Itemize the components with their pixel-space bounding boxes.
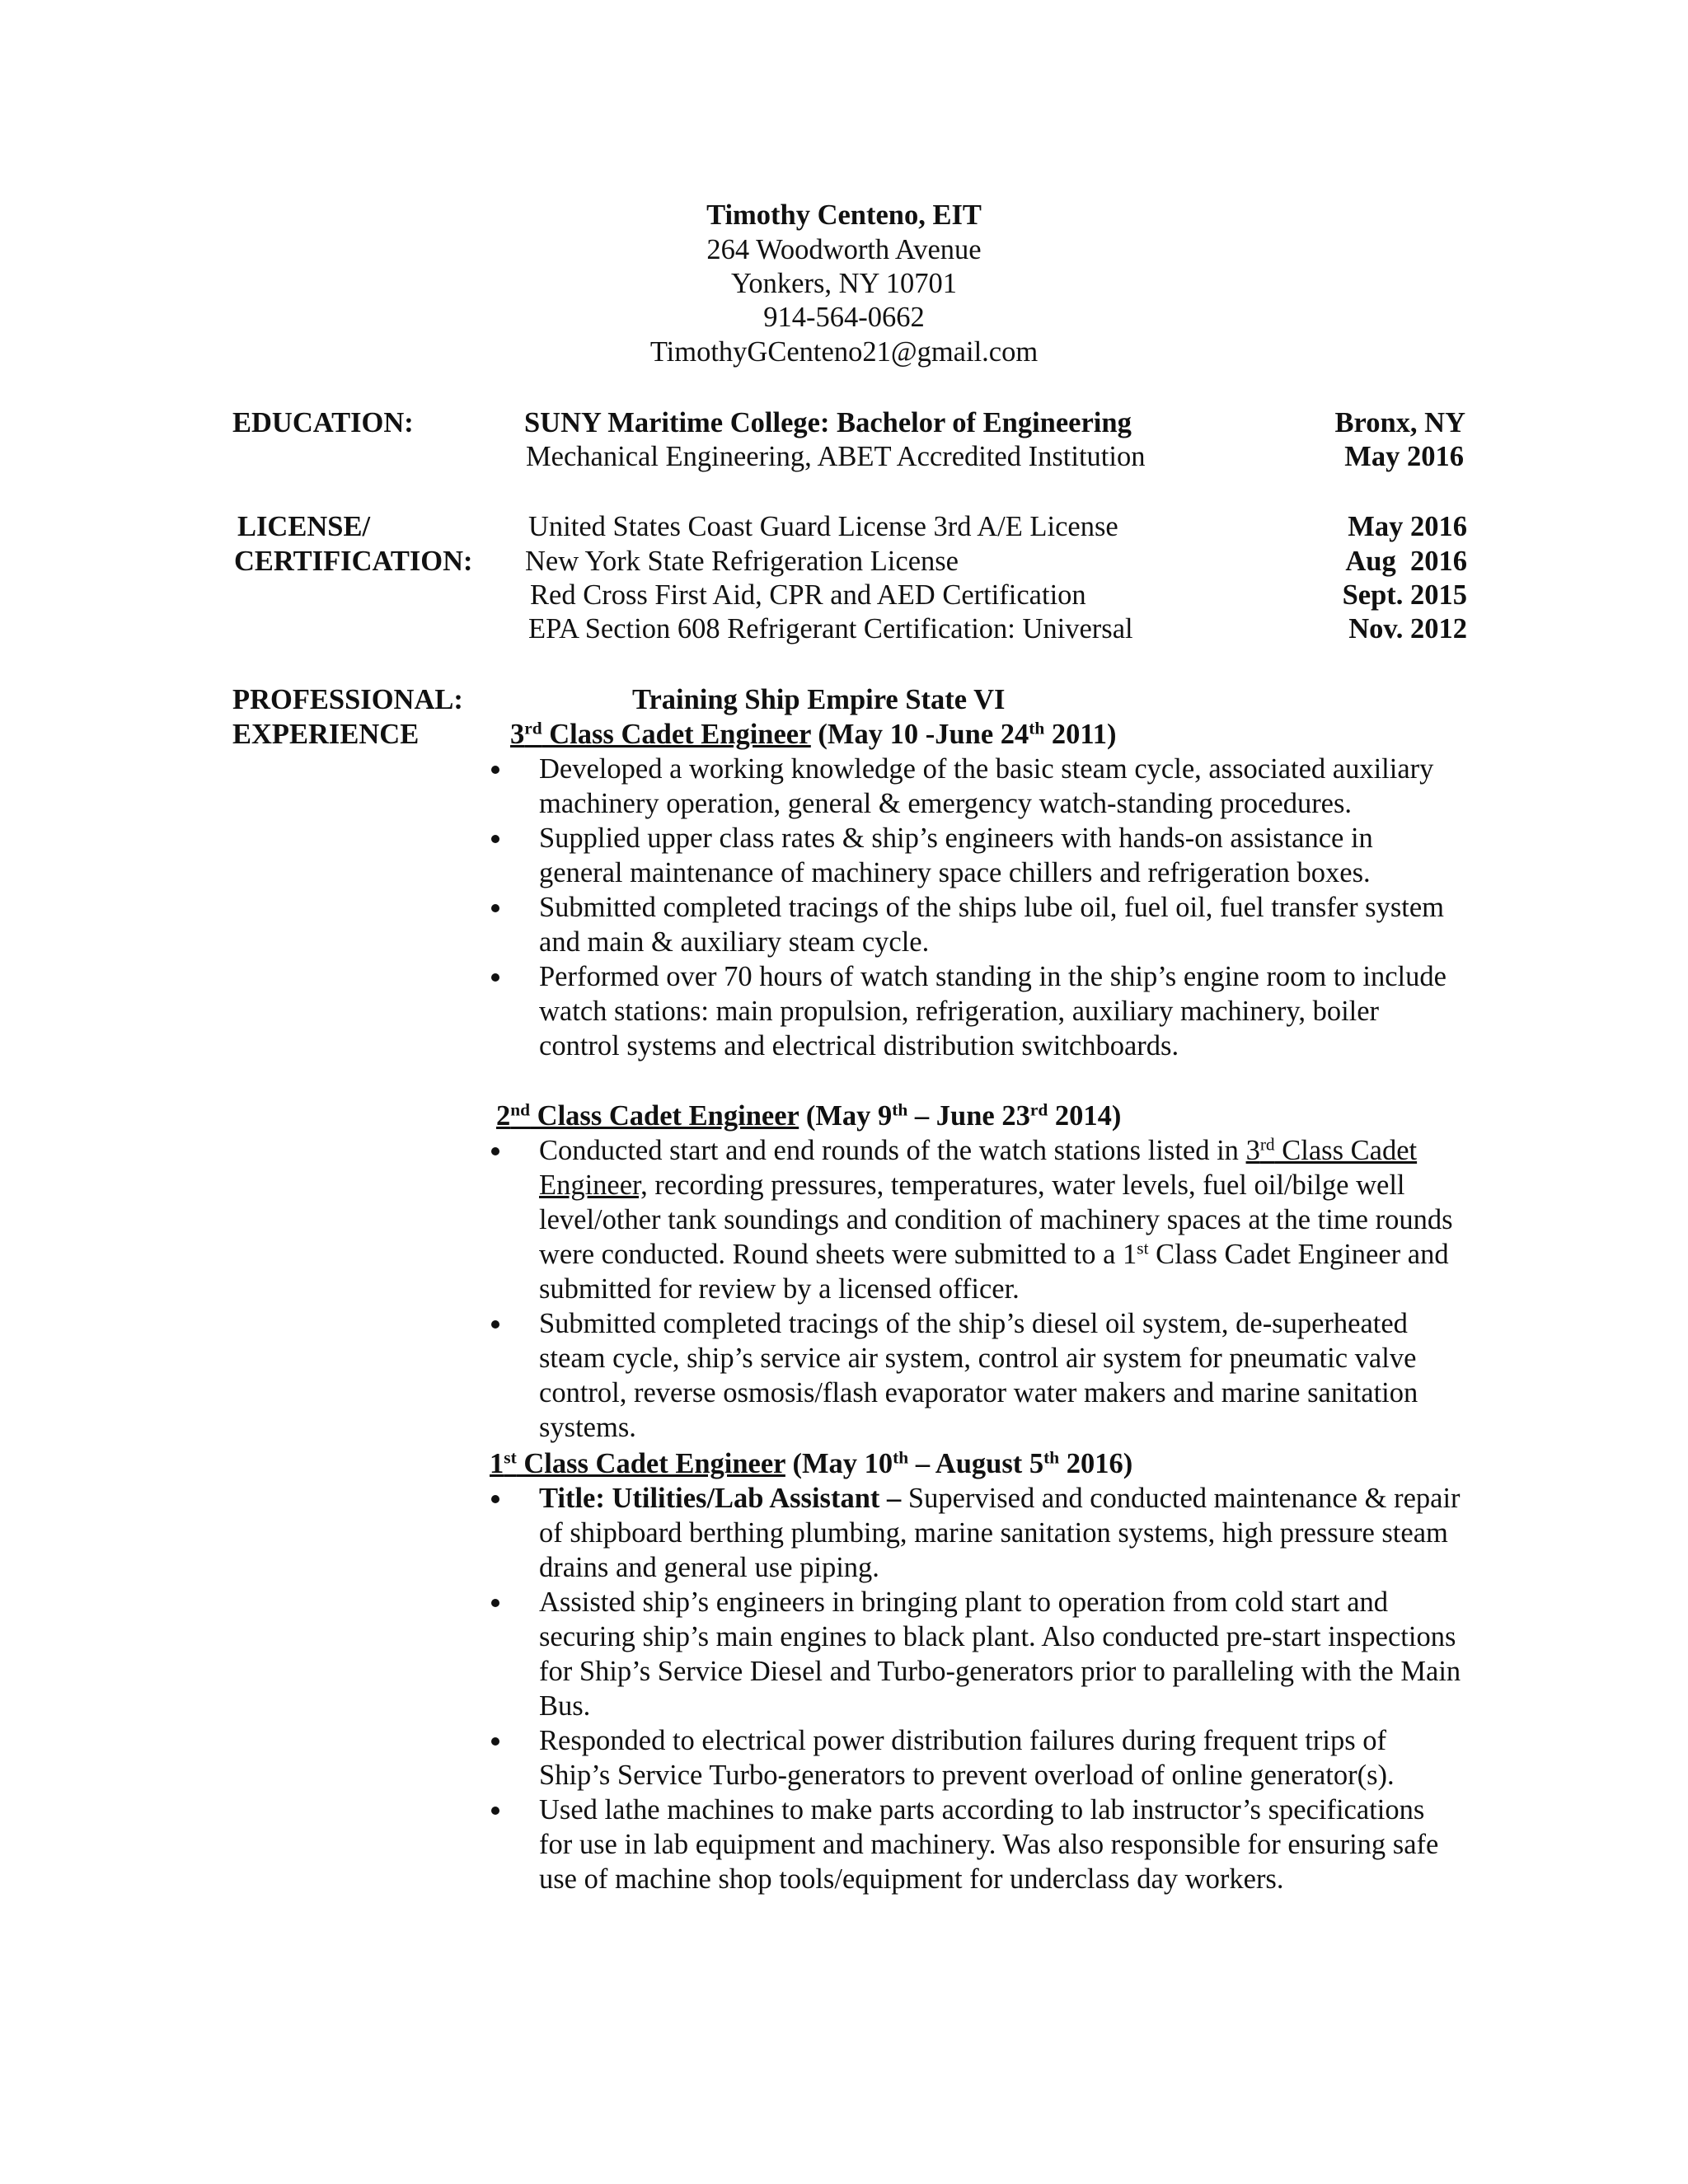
bullet-icon: [491, 904, 499, 912]
address-line-1: 264 Woodworth Avenue: [706, 234, 982, 265]
license-item-2: New York State Refrigeration License: [525, 546, 959, 577]
role-heading-2nd-class: 2nd Class Cadet Engineer (May 9th – June 23rd 2014): [496, 1099, 1122, 1132]
bullet-list-3rd-class: [488, 752, 1502, 1063]
list-item: Title: Utilities/Lab Assistant – Supervised and conducted maintenance & repair of shipboard berthing plumbing, marine sanitation systems, high pressure steam drains and general use piping.: [488, 1481, 1502, 1585]
license-label: LICENSE/: [237, 511, 371, 542]
license-item-2-date: Aug 2016: [1345, 546, 1467, 577]
license-item-3-date: Sept. 2015: [1342, 579, 1467, 611]
list-item: Submitted completed tracings of the ship’s diesel oil system, de-superheated steam cycle, ship’s service air system, control air system for pneumatic valve control, reverse osmosis/flash evaporator water makers and marine sanitation systems.: [488, 1306, 1502, 1445]
license-item-1-date: May 2016: [1348, 511, 1467, 542]
list-item: Performed over 70 hours of watch standing in the ship’s engine room to include watch stations: main propulsion, refrigeration, auxiliary machinery, boiler control systems and electrical distribution switchboards.: [488, 959, 1502, 1063]
list-item: Responded to electrical power distribution failures during frequent trips of Ship’s Service Turbo-generators to prevent overload of online generator(s).: [488, 1723, 1502, 1793]
list-item: Supplied upper class rates & ship’s engineers with hands-on assistance in general maintenance of machinery space chillers and refrigeration boxes.: [488, 821, 1502, 890]
bullet-icon: [491, 1737, 499, 1746]
license-item-4-date: Nov. 2012: [1348, 613, 1467, 644]
address-line-2: Yonkers, NY 10701: [730, 268, 958, 299]
education-school: SUNY Maritime College: Bachelor of Engineering: [524, 407, 1132, 438]
bullet-list-2nd-class: [488, 1133, 1502, 1445]
bullet-icon: [491, 1147, 499, 1155]
bullet-icon: [491, 1495, 499, 1503]
license-item-4: EPA Section 608 Refrigerant Certification: Universal: [528, 613, 1133, 644]
email-address: TimothyGCenteno21@gmail.com: [649, 336, 1039, 368]
education-label: EDUCATION:: [232, 407, 414, 438]
bullet-icon: [491, 1599, 499, 1607]
candidate-name: Timothy Centeno, EIT: [706, 199, 982, 231]
bullet-icon: [491, 766, 499, 774]
bullet-icon: [491, 973, 499, 982]
bullet-icon: [491, 1320, 499, 1329]
list-item: Developed a working knowledge of the basic steam cycle, associated auxiliary machinery operation, general & emergency watch-standing procedures.: [488, 752, 1502, 821]
license-item-1: United States Coast Guard License 3rd A/E License: [528, 511, 1118, 542]
list-item: Conducted start and end rounds of the watch stations listed in 3rd Class Cadet Engineer, recording pressures, temperatures, water levels, fuel oil/bilge well level/other tank soundings and condition of machinery spaces at the time rounds were conducted. Round sheets were submitted to a 1st Class Cadet Engineer and submitted for review by a licensed officer.: [488, 1133, 1502, 1306]
education-degree: Mechanical Engineering, ABET Accredited Institution: [526, 441, 1146, 472]
role-heading-1st-class: 1st Class Cadet Engineer (May 10th – August 5th 2016): [490, 1447, 1133, 1479]
certification-label: CERTIFICATION:: [234, 546, 473, 577]
license-item-3: Red Cross First Aid, CPR and AED Certification: [530, 579, 1086, 611]
experience-label: EXPERIENCE: [232, 719, 420, 750]
ship-name: Training Ship Empire State VI: [632, 684, 1006, 715]
education-location: Bronx, NY: [1334, 407, 1465, 438]
education-date: May 2016: [1344, 441, 1464, 472]
role-heading-3rd-class: 3rd Class Cadet Engineer (May 10 -June 24th 2011): [510, 718, 1117, 750]
bullet-icon: [491, 835, 499, 843]
bullet-list-1st-class: [488, 1481, 1502, 1896]
list-item: Used lathe machines to make parts according to lab instructor’s specifications for use in lab equipment and machinery. Was also responsible for ensuring safe use of machine shop tools/equipment for underclass day workers.: [488, 1793, 1502, 1896]
bullet-icon: [491, 1807, 499, 1815]
list-item: Assisted ship’s engineers in bringing plant to operation from cold start and securing ship’s main engines to black plant. Also conducted pre-start inspections for Ship’s Service Diesel and Turbo-generators prior to paralleling with the Main Bus.: [488, 1585, 1502, 1723]
list-item: Submitted completed tracings of the ships lube oil, fuel oil, fuel transfer system and main & auxiliary steam cycle.: [488, 890, 1502, 959]
phone-number: 914-564-0662: [763, 302, 925, 333]
professional-label: PROFESSIONAL:: [232, 684, 463, 715]
